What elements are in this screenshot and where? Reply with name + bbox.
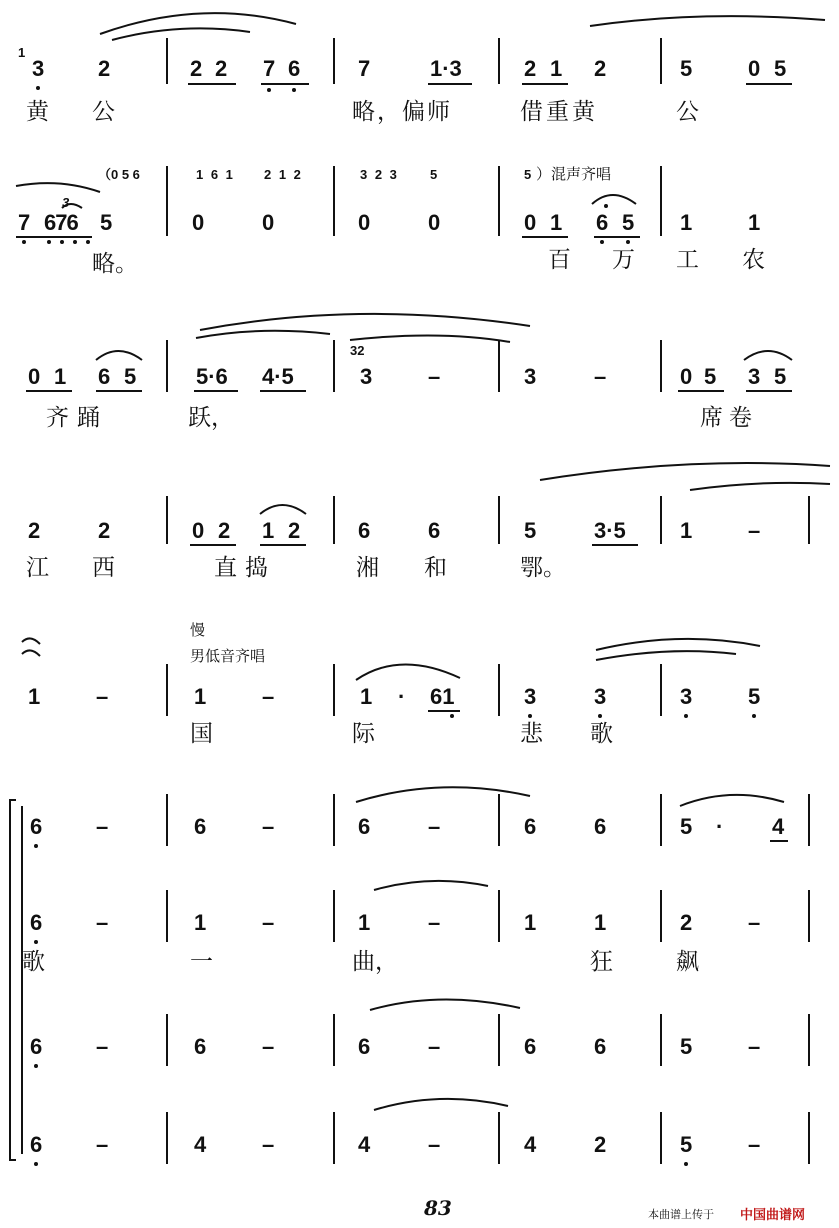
note: 0 <box>680 364 693 389</box>
note: – <box>262 1132 275 1157</box>
lyric: 曲， <box>352 949 398 975</box>
tempo-marking: 慢 <box>190 621 206 639</box>
note: 1 <box>262 518 275 543</box>
note: 2 <box>98 518 111 543</box>
lyric: 席卷 <box>700 405 758 431</box>
note: 5 <box>680 1034 693 1059</box>
lyric: 公 <box>676 99 699 125</box>
note: 0 <box>428 210 441 235</box>
note: 6 <box>594 1034 607 1059</box>
note: 1 <box>680 210 693 235</box>
note: 0 <box>262 210 275 235</box>
note: 1 <box>594 910 607 935</box>
note: 0 <box>28 364 41 389</box>
lyric: 西 <box>92 555 115 581</box>
note: 2 <box>524 56 537 81</box>
note: 1·3 <box>430 56 462 81</box>
note: 6 <box>358 1034 371 1059</box>
note: 5 <box>680 1132 693 1157</box>
note: 1 <box>54 364 67 389</box>
note: 0 <box>524 210 537 235</box>
accompaniment-note: （0 5 6 <box>98 167 140 182</box>
note: 6 <box>30 1132 43 1157</box>
lyric: 国 <box>190 721 213 747</box>
note: 7 <box>18 210 31 235</box>
note: 3 <box>524 684 537 709</box>
note: 2 <box>680 910 693 935</box>
accompaniment-note: 3 2 3 <box>360 167 397 182</box>
note: – <box>428 910 441 935</box>
note: – <box>262 910 275 935</box>
note: 4 <box>194 1132 207 1157</box>
note: 1 <box>28 684 41 709</box>
note: 6 <box>98 364 111 389</box>
note: 2 <box>288 518 301 543</box>
lyric: 公 <box>92 99 115 125</box>
note: 1 <box>360 684 373 709</box>
note: 2 <box>594 1132 607 1157</box>
lyric: 略。 <box>92 251 138 277</box>
note: 6 <box>358 814 371 839</box>
note: 0 <box>358 210 371 235</box>
lyric: 借重黄 <box>520 99 598 125</box>
note: · <box>716 814 724 839</box>
note: – <box>594 364 607 389</box>
note: 2 <box>28 518 41 543</box>
note: – <box>428 814 441 839</box>
note: 6 <box>30 910 43 935</box>
lyric: 鄂。 <box>520 555 566 581</box>
note: 6 <box>30 814 43 839</box>
note: – <box>96 814 109 839</box>
note: 6 <box>428 518 441 543</box>
accompaniment-note: 1 6 1 <box>196 167 233 182</box>
note: – <box>748 1132 761 1157</box>
lyric: 一 <box>190 949 213 975</box>
grace-note: 1 <box>18 45 26 60</box>
lyric: 歌 <box>590 721 613 747</box>
lyric: 狂 <box>590 949 613 975</box>
triplet-mark: 3 <box>62 195 70 210</box>
note: 2 <box>215 56 228 81</box>
note: 3 <box>360 364 373 389</box>
accompaniment-note: 5 <box>524 167 532 182</box>
lyric: 湘 <box>356 555 379 581</box>
lyric: 百 <box>548 247 571 273</box>
note: 5 <box>704 364 717 389</box>
page-number: 83 <box>424 1196 452 1220</box>
note: 1 <box>194 684 207 709</box>
note: 1 <box>748 210 761 235</box>
note: 4 <box>772 814 785 839</box>
accompaniment-note: 5 <box>430 167 438 182</box>
note: · <box>398 684 406 709</box>
note: 4 <box>358 1132 371 1157</box>
note: 2 <box>98 56 111 81</box>
note: 1 <box>680 518 693 543</box>
note: 4·5 <box>262 364 294 389</box>
note: 4 <box>524 1132 537 1157</box>
note: – <box>428 1132 441 1157</box>
note: 2 <box>218 518 231 543</box>
note: 3 <box>594 684 607 709</box>
male-low-chorus-annotation: 男低音齐唱 <box>190 647 266 665</box>
note: 5 <box>124 364 137 389</box>
note: 1 <box>194 910 207 935</box>
note: 1 <box>550 210 563 235</box>
note: 5 <box>748 684 761 709</box>
note: – <box>96 910 109 935</box>
note: – <box>262 814 275 839</box>
lyric: 歌 <box>22 949 45 975</box>
note: 6 <box>194 814 207 839</box>
lyric: 齐踊 <box>46 405 108 431</box>
note: 3·5 <box>594 518 626 543</box>
note: – <box>96 1034 109 1059</box>
note: – <box>748 518 761 543</box>
note: 5 <box>774 364 787 389</box>
site-name: 中国曲谱网 <box>740 1208 806 1223</box>
note: 3 <box>32 56 45 81</box>
lyric: 和 <box>424 555 447 581</box>
grace-note: 32 <box>350 343 365 358</box>
lyric: 工 <box>676 247 699 273</box>
note: 3 <box>680 684 693 709</box>
note: – <box>262 684 275 709</box>
note: 61 <box>430 684 455 709</box>
note: 5·6 <box>196 364 228 389</box>
note: 1 <box>358 910 371 935</box>
note: 0 <box>192 210 205 235</box>
note: 6 <box>358 518 371 543</box>
mixed-chorus-annotation: ）混声齐唱 <box>536 165 612 183</box>
note: 6 <box>30 1034 43 1059</box>
lyric: 跃， <box>188 405 234 431</box>
lyric: 略，偏师 <box>352 99 452 125</box>
note: – <box>428 1034 441 1059</box>
note: 6 <box>524 1034 537 1059</box>
note: 7 <box>358 56 371 81</box>
note: – <box>96 1132 109 1157</box>
note: 5 <box>774 56 787 81</box>
note: 6 <box>594 814 607 839</box>
note: – <box>428 364 441 389</box>
note: 6 <box>596 210 609 235</box>
note: 0 <box>748 56 761 81</box>
lyric: 悲 <box>520 721 543 747</box>
lyric: 飙 <box>676 949 699 975</box>
lyric: 际 <box>352 721 375 747</box>
lyric: 万 <box>612 247 635 273</box>
note: 2 <box>190 56 203 81</box>
lyric: 农 <box>742 247 765 273</box>
note: – <box>748 1034 761 1059</box>
note: – <box>748 910 761 935</box>
note: 6 <box>194 1034 207 1059</box>
note: 3 <box>524 364 537 389</box>
note: – <box>96 684 109 709</box>
note: 3 <box>748 364 761 389</box>
lyric: 直捣 <box>214 555 276 581</box>
note: 2 <box>594 56 607 81</box>
upload-note: 本曲谱上传于 <box>648 1208 714 1221</box>
note: 0 <box>192 518 205 543</box>
note: 5 <box>680 814 693 839</box>
note: 1 <box>524 910 537 935</box>
lyric: 黄 <box>26 99 49 125</box>
note: 5 <box>100 210 113 235</box>
note: 7 <box>263 56 276 81</box>
note: 5 <box>622 210 635 235</box>
note: 6 <box>524 814 537 839</box>
note: 1 <box>550 56 563 81</box>
note: 6 <box>288 56 301 81</box>
note: 5 <box>524 518 537 543</box>
lyric: 江 <box>26 555 49 581</box>
accompaniment-note: 2 1 2 <box>264 167 301 182</box>
note: 676 <box>44 210 78 235</box>
note: 5 <box>680 56 693 81</box>
note: – <box>262 1034 275 1059</box>
